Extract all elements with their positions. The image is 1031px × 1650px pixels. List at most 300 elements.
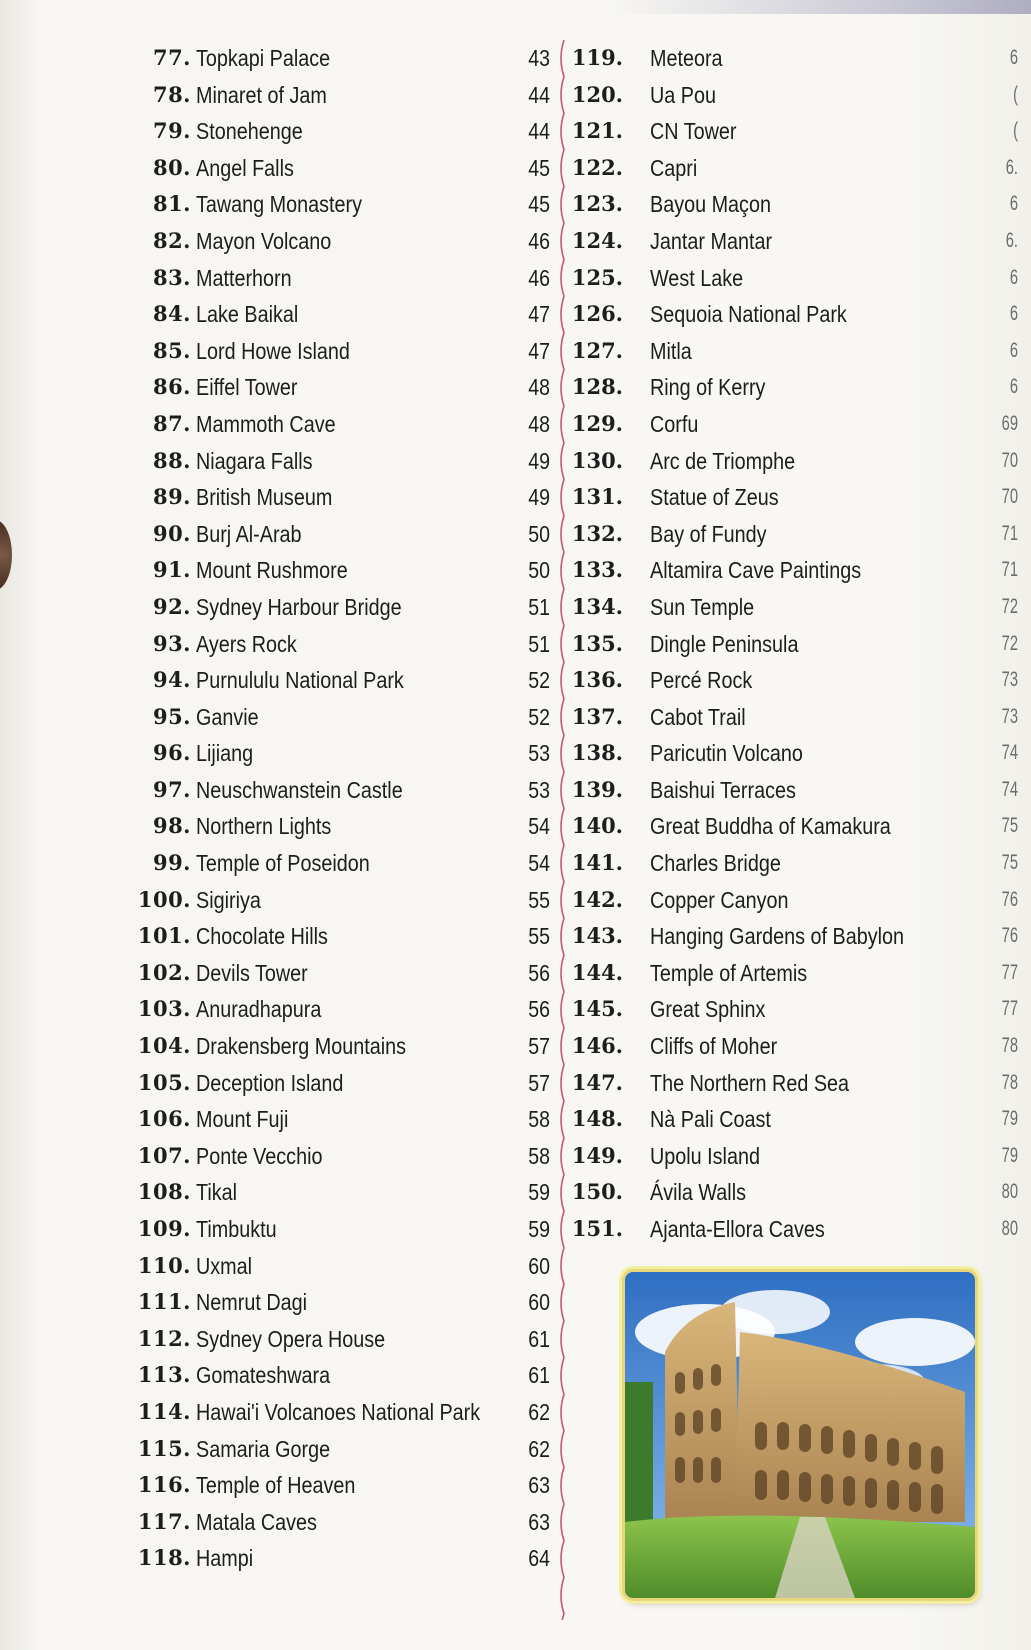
entry-number: 106. (137, 1106, 191, 1132)
toc-entry-left (60, 1248, 550, 1285)
entry-title: Burj Al-Arab (196, 520, 302, 547)
toc-column-right (560, 40, 1030, 1248)
entry-number: 77. (152, 45, 191, 70)
toc-entry-right (560, 1101, 1030, 1138)
entry-page-number: 57 (528, 1069, 550, 1096)
toc-entry-left (60, 1467, 550, 1504)
entry-page-number: 60 (528, 1289, 550, 1316)
toc-entry-right (560, 1211, 1030, 1248)
entry-page-number: 61 (528, 1362, 550, 1389)
entry-page-number: 61 (528, 1325, 550, 1352)
entry-page-number: 62 (528, 1435, 550, 1462)
entry-page-number: 6 (1009, 338, 1018, 362)
entry-title: Temple of Poseidon (196, 850, 370, 877)
toc-entry-right (560, 40, 1030, 77)
entry-number: 146. (571, 1033, 623, 1059)
toc-entry-right (560, 662, 1030, 699)
entry-number: 128. (571, 374, 623, 400)
entry-number: 121. (571, 118, 623, 144)
toc-entry-left (60, 1284, 550, 1321)
toc-entry-right (560, 1065, 1030, 1102)
entry-title: Chocolate Hills (196, 923, 328, 950)
entry-title: Lake Baikal (196, 301, 299, 328)
toc-entry-left (60, 772, 550, 809)
entry-page-number: 51 (528, 593, 550, 620)
entry-title: Deception Island (196, 1069, 344, 1096)
entry-number: 87. (152, 410, 191, 436)
entry-number: 142. (571, 886, 623, 912)
entry-title: CN Tower (650, 118, 737, 145)
entry-page-number: ( (1013, 119, 1018, 143)
entry-page-number: 51 (528, 630, 550, 657)
entry-number: 119. (571, 45, 623, 70)
entry-page-number: 49 (528, 484, 550, 511)
toc-entry-right (560, 443, 1030, 480)
entry-title: Cabot Trail (650, 703, 746, 730)
entry-title: Mammoth Cave (196, 410, 336, 437)
entry-number: 136. (571, 667, 623, 693)
entry-page-number: 48 (528, 410, 550, 437)
entry-number: 135. (571, 630, 623, 656)
entry-title: Ávila Walls (650, 1179, 746, 1206)
toc-entry-left (60, 552, 550, 589)
toc-entry-left (60, 1540, 550, 1577)
entry-page-number: 80 (1001, 1217, 1018, 1240)
toc-entry-left (60, 1138, 550, 1175)
entry-title: The Northern Red Sea (650, 1069, 850, 1096)
entry-number: 96. (152, 740, 191, 766)
entry-title: Anuradhapura (196, 996, 322, 1023)
toc-entry-right (560, 223, 1030, 260)
toc-entry-left (60, 626, 550, 663)
toc-entry-left (60, 40, 550, 77)
entry-title: Matterhorn (196, 264, 292, 291)
entry-page-number: 48 (528, 374, 550, 401)
entry-title: Mount Rushmore (196, 557, 348, 584)
entry-title: Devils Tower (196, 959, 308, 986)
toc-entry-right (560, 1174, 1030, 1211)
entry-page-number: 72 (1001, 631, 1018, 655)
entry-number: 93. (152, 630, 191, 656)
entry-number: 151. (571, 1216, 623, 1241)
entry-number: 100. (137, 886, 191, 912)
entry-number: 114. (137, 1398, 191, 1424)
entry-title: Statue of Zeus (650, 484, 779, 511)
toc-entry-left (60, 296, 550, 333)
entry-page-number: 58 (528, 1106, 550, 1133)
toc-entry-left (60, 1504, 550, 1541)
entry-page-number: 53 (528, 776, 550, 803)
entry-page-number: 77 (1001, 960, 1018, 984)
entry-title: Mitla (650, 337, 692, 364)
entry-title: Corfu (650, 410, 699, 437)
entry-title: Lord Howe Island (196, 337, 350, 364)
entry-page-number: 70 (1001, 485, 1018, 509)
entry-title: Gomateshwara (196, 1362, 331, 1389)
entry-title: Dingle Peninsula (650, 630, 799, 657)
entry-number: 85. (152, 337, 191, 363)
entry-page-number: 71 (1001, 558, 1018, 582)
entry-page-number: 50 (528, 557, 550, 584)
entry-number: 123. (571, 191, 623, 217)
toc-entry-left (60, 186, 550, 223)
top-edge-shadow (611, 0, 1031, 14)
entry-page-number: 45 (528, 191, 550, 218)
entry-page-number: 57 (528, 1033, 550, 1060)
entry-page-number: 74 (1001, 777, 1018, 801)
entry-page-number: 49 (528, 447, 550, 474)
entry-number: 109. (137, 1216, 191, 1241)
toc-entry-left (60, 113, 550, 150)
entry-title: Sydney Harbour Bridge (196, 593, 402, 620)
entry-page-number: 45 (528, 154, 550, 181)
entry-number: 139. (571, 776, 623, 802)
entry-page-number: 44 (528, 118, 550, 145)
entry-page-number: 59 (528, 1216, 550, 1242)
toc-entry-left (60, 589, 550, 626)
entry-number: 110. (137, 1252, 191, 1278)
entry-page-number: 74 (1001, 741, 1018, 765)
entry-title: Ajanta-Ellora Caves (650, 1216, 825, 1242)
entry-number: 91. (152, 557, 191, 583)
entry-number: 80. (152, 154, 191, 180)
entry-title: Ganvie (196, 703, 259, 730)
toc-entry-left (60, 845, 550, 882)
entry-number: 147. (571, 1069, 623, 1095)
toc-entry-left (60, 333, 550, 370)
entry-page-number: 73 (1001, 668, 1018, 692)
entry-page-number: 60 (528, 1252, 550, 1279)
entry-page-number: 78 (1001, 1034, 1018, 1058)
entry-title: Bay of Fundy (650, 520, 767, 547)
toc-entry-right (560, 552, 1030, 589)
entry-number: 133. (571, 557, 623, 583)
entry-number: 97. (152, 776, 191, 802)
entry-number: 86. (152, 374, 191, 400)
toc-entry-right (560, 406, 1030, 443)
entry-page-number: 70 (1001, 448, 1018, 472)
toc-entry-right (560, 369, 1030, 406)
entry-title: Uxmal (196, 1252, 253, 1279)
entry-number: 131. (571, 484, 623, 510)
entry-number: 84. (152, 301, 191, 327)
toc-entry-left (60, 443, 550, 480)
entry-number: 78. (152, 81, 191, 107)
entry-number: 118. (137, 1545, 191, 1571)
entry-number: 145. (571, 996, 623, 1022)
toc-entry-right (560, 991, 1030, 1028)
entry-number: 108. (137, 1179, 191, 1205)
toc-entry-left (60, 406, 550, 443)
entry-page-number: 6 (1009, 302, 1018, 326)
entry-title: Nemrut Dagi (196, 1289, 308, 1316)
entry-number: 90. (152, 520, 191, 546)
entry-page-number: 52 (528, 667, 550, 694)
toc-entry-right (560, 113, 1030, 150)
entry-page-number: 77 (1001, 997, 1018, 1021)
toc-entry-left (60, 1101, 550, 1138)
toc-entry-left (60, 260, 550, 297)
entry-title: British Museum (196, 484, 333, 511)
entry-number: 126. (571, 301, 623, 327)
toc-entry-left (60, 991, 550, 1028)
toc-entry-left (60, 1065, 550, 1102)
entry-number: 113. (137, 1362, 191, 1388)
entry-title: Matala Caves (196, 1508, 317, 1535)
toc-entry-right (560, 296, 1030, 333)
entry-number: 144. (571, 959, 623, 985)
entry-title: Angel Falls (196, 154, 294, 181)
toc-entry-left (60, 479, 550, 516)
toc-entry-right (560, 186, 1030, 223)
entry-title: Purnululu National Park (196, 667, 404, 694)
entry-number: 83. (152, 264, 191, 290)
entry-title: Meteora (650, 45, 723, 71)
entry-page-number: 56 (528, 996, 550, 1023)
entry-number: 140. (571, 813, 623, 839)
entry-number: 148. (571, 1106, 623, 1132)
colosseum-photo (625, 1272, 975, 1598)
entry-title: Nà Pali Coast (650, 1106, 771, 1133)
entry-number: 103. (137, 996, 191, 1022)
toc-entry-left (60, 1174, 550, 1211)
entry-number: 79. (152, 118, 191, 144)
entry-page-number: 6 (1009, 265, 1018, 289)
toc-entry-right (560, 1138, 1030, 1175)
toc-entry-right (560, 918, 1030, 955)
entry-page-number: 69 (1001, 411, 1018, 435)
entry-number: 101. (137, 923, 191, 949)
entry-page-number: 47 (528, 301, 550, 328)
entry-page-number: 79 (1001, 1107, 1018, 1131)
toc-entry-right (560, 808, 1030, 845)
toc-entry-right (560, 260, 1030, 297)
entry-page-number: 53 (528, 740, 550, 767)
entry-page-number: 75 (1001, 814, 1018, 838)
entry-title: Ponte Vecchio (196, 1142, 323, 1169)
toc-entry-left (60, 735, 550, 772)
entry-title: Baishui Terraces (650, 776, 796, 803)
toc-entry-left (60, 1431, 550, 1468)
entry-page-number: 76 (1001, 924, 1018, 948)
entry-title: Sigiriya (196, 886, 261, 913)
entry-number: 95. (152, 703, 191, 729)
entry-title: Copper Canyon (650, 886, 789, 913)
entry-title: Upolu Island (650, 1142, 760, 1169)
entry-number: 134. (571, 593, 623, 619)
entry-page-number: 47 (528, 337, 550, 364)
entry-number: 107. (137, 1142, 191, 1168)
entry-page-number: 55 (528, 886, 550, 913)
entry-number: 115. (137, 1435, 191, 1461)
toc-entry-right (560, 699, 1030, 736)
entry-title: Northern Lights (196, 813, 332, 840)
toc-entry-left (60, 918, 550, 955)
entry-title: Temple of Heaven (196, 1472, 356, 1499)
entry-page-number: 64 (528, 1545, 550, 1572)
entry-page-number: 56 (528, 959, 550, 986)
entry-title: Jantar Mantar (650, 227, 773, 254)
entry-page-number: 59 (528, 1179, 550, 1206)
entry-title: Great Sphinx (650, 996, 766, 1023)
toc-entry-left (60, 1394, 550, 1431)
entry-page-number: 72 (1001, 594, 1018, 618)
entry-title: Paricutin Volcano (650, 740, 803, 767)
entry-title: Mayon Volcano (196, 227, 332, 254)
toc-entry-right (560, 845, 1030, 882)
entry-title: Great Buddha of Kamakura (650, 813, 891, 840)
entry-number: 99. (152, 850, 191, 876)
entry-page-number: 44 (528, 81, 550, 108)
toc-column-left (60, 40, 550, 1577)
entry-page-number: 6 (1009, 46, 1018, 69)
entry-page-number: 71 (1001, 521, 1018, 545)
colosseum-image (625, 1272, 975, 1598)
entry-page-number: 6 (1009, 192, 1018, 216)
entry-number: 141. (571, 850, 623, 876)
toc-entry-left (60, 77, 550, 114)
entry-page-number: 80 (1001, 1180, 1018, 1204)
toc-entry-right (560, 516, 1030, 553)
entry-number: 143. (571, 923, 623, 949)
entry-page-number: 50 (528, 520, 550, 547)
entry-title: West Lake (650, 264, 744, 291)
entry-title: Ua Pou (650, 81, 716, 108)
toc-entry-left (60, 699, 550, 736)
entry-page-number: 78 (1001, 1070, 1018, 1094)
entry-number: 112. (137, 1325, 191, 1351)
entry-page-number: 58 (528, 1142, 550, 1169)
entry-number: 105. (137, 1069, 191, 1095)
toc-entry-right (560, 77, 1030, 114)
toc-entry-left (60, 955, 550, 992)
entry-title: Topkapi Palace (196, 45, 331, 71)
entry-title: Neuschwanstein Castle (196, 776, 403, 803)
toc-entry-left (60, 1357, 550, 1394)
entry-page-number: 73 (1001, 704, 1018, 728)
entry-number: 111. (137, 1289, 191, 1315)
entry-title: Hampi (196, 1545, 254, 1572)
toc-entry-left (60, 1321, 550, 1358)
toc-entry-right (560, 772, 1030, 809)
toc-entry-right (560, 1028, 1030, 1065)
entry-title: Cliffs of Moher (650, 1033, 778, 1060)
entry-number: 98. (152, 813, 191, 839)
entry-number: 89. (152, 484, 191, 510)
entry-number: 82. (152, 227, 191, 253)
toc-entry-left (60, 150, 550, 187)
toc-entry-left (60, 369, 550, 406)
entry-number: 138. (571, 740, 623, 766)
entry-number: 137. (571, 703, 623, 729)
toc-entry-left (60, 662, 550, 699)
entry-number: 149. (571, 1142, 623, 1168)
entry-page-number: 46 (528, 227, 550, 254)
entry-title: Arc de Triomphe (650, 447, 796, 474)
entry-title: Timbuktu (196, 1216, 277, 1242)
entry-title: Tawang Monastery (196, 191, 363, 218)
entry-number: 130. (571, 447, 623, 473)
entry-title: Hanging Gardens of Babylon (650, 923, 905, 950)
entry-number: 124. (571, 227, 623, 253)
toc-entry-left (60, 516, 550, 553)
entry-title: Eiffel Tower (196, 374, 298, 401)
entry-page-number: 76 (1001, 887, 1018, 911)
entry-number: 92. (152, 593, 191, 619)
toc-entry-left (60, 1211, 550, 1248)
entry-page-number: 6. (1005, 228, 1018, 252)
toc-entry-right (560, 882, 1030, 919)
entry-page-number: 62 (528, 1398, 550, 1425)
entry-page-number: 54 (528, 813, 550, 840)
entry-page-number: 63 (528, 1472, 550, 1499)
entry-title: Tikal (196, 1179, 238, 1206)
entry-title: Sequoia National Park (650, 301, 847, 328)
entry-number: 116. (137, 1472, 191, 1498)
toc-entry-right (560, 589, 1030, 626)
binding-shadow (0, 520, 12, 590)
entry-title: Temple of Artemis (650, 959, 808, 986)
entry-title: Samaria Gorge (196, 1435, 331, 1462)
entry-number: 102. (137, 959, 191, 985)
entry-number: 81. (152, 191, 191, 217)
entry-number: 117. (137, 1508, 191, 1534)
entry-title: Sydney Opera House (196, 1325, 386, 1352)
entry-title: Charles Bridge (650, 850, 781, 877)
toc-entry-left (60, 1028, 550, 1065)
entry-title: Hawai'i Volcanoes National Park (196, 1398, 481, 1425)
entry-page-number: 6 (1009, 375, 1018, 399)
entry-title: Minaret of Jam (196, 81, 327, 108)
entry-page-number: 75 (1001, 851, 1018, 875)
entry-title: Lijiang (196, 740, 254, 767)
entry-number: 125. (571, 264, 623, 290)
entry-page-number: 52 (528, 703, 550, 730)
entry-title: Ring of Kerry (650, 374, 766, 401)
entry-page-number: 79 (1001, 1143, 1018, 1167)
toc-entry-right (560, 735, 1030, 772)
entry-page-number: ( (1013, 82, 1018, 106)
entry-title: Capri (650, 154, 698, 181)
entry-title: Bayou Maçon (650, 191, 771, 218)
toc-entry-left (60, 808, 550, 845)
entry-page-number: 63 (528, 1508, 550, 1535)
entry-number: 94. (152, 667, 191, 693)
entry-page-number: 54 (528, 850, 550, 877)
entry-title: Drakensberg Mountains (196, 1033, 407, 1060)
entry-title: Percé Rock (650, 667, 753, 694)
entry-number: 150. (571, 1179, 623, 1205)
toc-entry-right (560, 479, 1030, 516)
toc-entry-right (560, 955, 1030, 992)
entry-number: 88. (152, 447, 191, 473)
entry-number: 120. (571, 81, 623, 107)
entry-page-number: 55 (528, 923, 550, 950)
entry-page-number: 43 (528, 45, 550, 71)
entry-number: 127. (571, 337, 623, 363)
toc-entry-right (560, 150, 1030, 187)
toc-entry-right (560, 626, 1030, 663)
entry-page-number: 46 (528, 264, 550, 291)
entry-number: 129. (571, 410, 623, 436)
entry-title: Niagara Falls (196, 447, 313, 474)
entry-title: Altamira Cave Paintings (650, 557, 862, 584)
toc-entry-left (60, 223, 550, 260)
entry-number: 132. (571, 520, 623, 546)
entry-number: 104. (137, 1033, 191, 1059)
entry-title: Sun Temple (650, 593, 755, 620)
entry-title: Stonehenge (196, 118, 303, 145)
